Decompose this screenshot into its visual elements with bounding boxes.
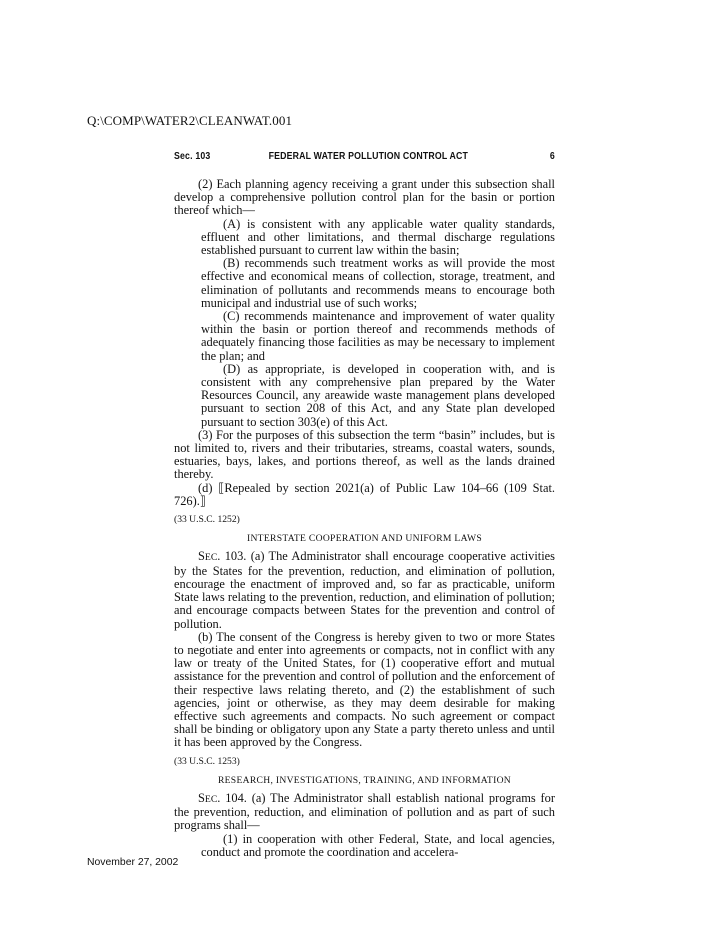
section-heading: INTERSTATE COOPERATION AND UNIFORM LAWS [246,533,483,545]
section-prefix: S [198,790,205,805]
clause-d: (D) as appropriate, is developed in cooperation with, and is consistent with any comprehensive plan prepared by the Water Resources Council, any areawide waste management plans developed pursuant to section 208 of this Act, and any State plan developed pursuant to section 303(e) of this Act. [201,361,555,429]
section-104-paragraph-a [174,792,555,833]
section-103-text: . 103. (a) The Administrator shall encourage cooperative activities by the States for the prevention, reduction, and elimination of pollution, encourage the enactment of improved and, so far as practicable, uniform State laws relating to the prevention, reduction, and elimination of pollution; and encourage compacts between States for the prevention and control of pollution. [174,549,555,631]
file-path: Q:\COMP\WATER2\CLEANWAT.001 [87,113,293,128]
paragraph-d-repealed: (d) ⟦Repealed by section 2021(a) of Public Law 104–66 (109 Stat. 726).⟧ [174,480,555,508]
section-prefix-smallcaps: EC [204,552,218,564]
running-head-section: Sec. 103 [174,151,211,162]
section-prefix-smallcaps: EC [204,793,218,805]
section-heading: RESEARCH, INVESTIGATIONS, TRAINING, AND INFORMATION [217,774,512,786]
clause-a: (A) is consistent with any applicable water quality standards, effluent and other limitations, and thermal discharge regulations established pursuant to current law within the basin; [201,216,555,258]
paragraph-3: (3) For the purposes of this subsection the term “basin” includes, but is not limited to, rivers and their tributaries, streams, coastal waters, sounds, estuaries, bays, lakes, and portions thereof, as well as the lands drained thereby. [174,427,555,482]
page-number: 6 [549,151,555,162]
paragraph-2: (2) Each planning agency receiving a grant under this subsection shall develop a comprehensive pollution control plan for the basin or portion thereof which— [174,177,555,218]
footer-date: November 27, 2002 [87,857,179,868]
section-prefix: S [198,549,205,564]
section-103-paragraph-a [174,550,555,630]
section-104-text: . 104. (a) The Administrator shall establish national programs for the prevention, reduction, and elimination of pollution and as part of such programs shall— [174,790,555,833]
section-103-paragraph-b: (b) The consent of the Congress is hereby given to two or more States to negotiate and enter into agreements or compacts, not in conflict with any law or treaty of the United States, for (1) cooperative effort and mutual assistance for the prevention and control of pollution and the enforcement of their respective laws relating thereto, and (2) the establishment of such agencies, joint or otherwise, as they may deem desirable for making effective such agreements and compacts. No such agreement or compact shall be binding or obligatory upon any State a party thereto unless and until it has been approved by the Congress. [174,629,555,750]
clause-b: (B) recommends such treatment works as will provide the most effective and economical means of collection, storage, treatment, and elimination of pollutants and recommends means to encourage both municipal and industrial use of such works; [201,256,555,310]
clause-c: (C) recommends maintenance and improvement of water quality within the basin or portion thereof and recommends methods of adequately financing those facilities as may be necessary to implement the plan; and [201,309,555,363]
usc-citation: (33 U.S.C. 1252) [174,514,240,526]
usc-citation: (33 U.S.C. 1253) [174,755,240,767]
running-head-act-title: FEDERAL WATER POLLUTION CONTROL ACT [268,151,469,162]
section-104-clause-1: (1) in cooperation with other Federal, State, and local agencies, conduct and promote the coordination and accelera- [201,831,555,859]
body-text [174,178,555,859]
